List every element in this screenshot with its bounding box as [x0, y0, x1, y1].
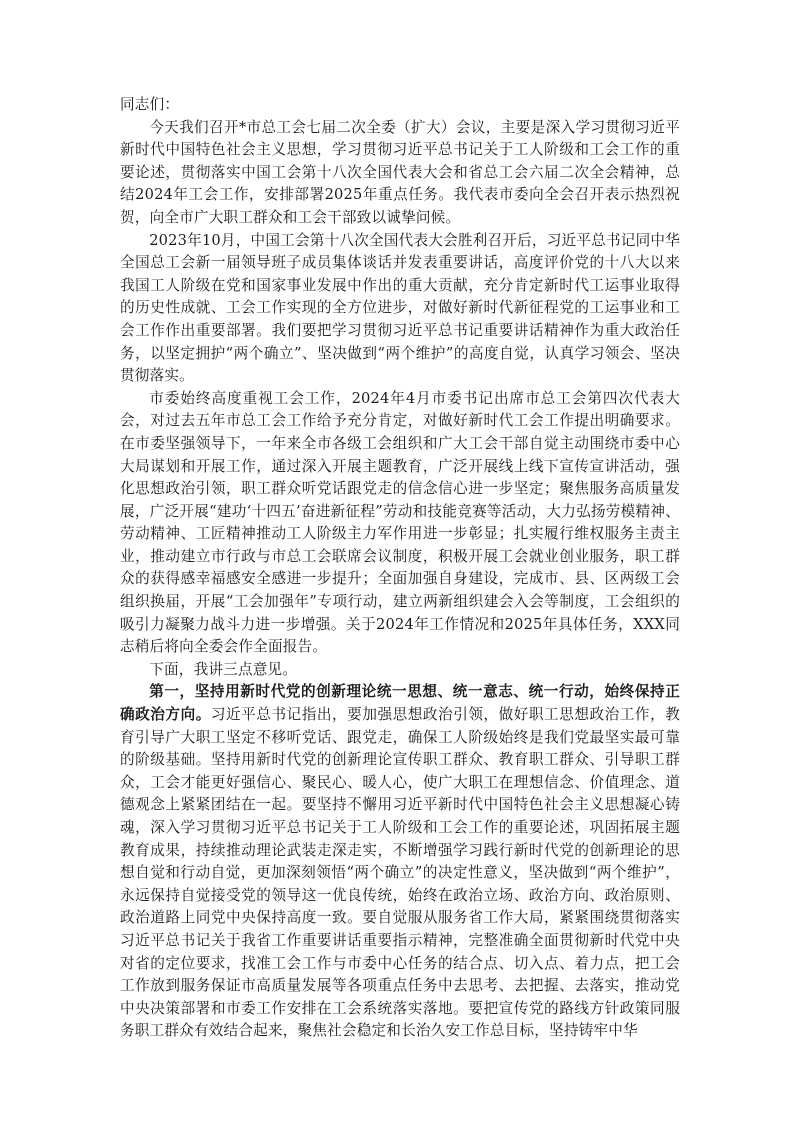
salutation: 同志们：	[120, 96, 180, 113]
document-body	[120, 94, 680, 1043]
section-one-heading: 第一，坚持用新时代党的创新理论统一思想、统一意志、统一行动，始终保持正确政治方向。	[120, 683, 680, 724]
section-one-body: 习近平总书记指出，要加强思想政治引领，做好职工思想政治工作，教育引导广大职工坚定不移听党话、跟党走，确保工人阶级始终是我们党最坚实最可靠的阶级基础。坚持用新时代党的创新理论宣传职工群众、教育职工群众、引导职工群众，工会才能更好强信心、聚民心、暖人心，使广大职工在理想信念、价值理念、道德观念上紧紧团结在一起。要坚持不懈用习近平新时代中国特色社会主义思想凝心铸魂，深入学习贯彻习近平总书记关于工人阶级和工会工作的重要论述，巩固拓展主题教育成果，持续推动理论武装走深走实，不断增强学习践行新时代党的创新理论的思想自觉和行动自觉，更加深刻领悟“两个确立”的决定性意义，坚决做到“两个维护”，永远保持自觉接受党的领导这一优良传统，始终在政治立场、政治方向、政治原则、政治道路上同党中央保持高度一致。要自觉服从服务省工作大局，紧紧围绕贯彻落实习近平总书记关于我省工作重要讲话重要指示精神，完整准确全面贯彻新时代党中央对省的定位要求，找准工会工作与市委中心任务的结合点、切入点、着力点，把工会工作放到服务保证市高质量发展等各项重点任务中去思考、去把握、去落实，推动党中央决策部署和市委工作安排在工会系统落实落地。要把宣传党的路线方针政策同服务职工群众有效结合起来，聚焦社会稳定和长治久安工作总目标，坚持铸牢中华	[120, 706, 681, 1040]
paragraph-achievements: 市委始终高度重视工会工作，2024年4月市委书记出席市总工会第四次代表大会，对过去五年市总工会工作给予充分肯定，对做好新时代工会工作提出明确要求。在市委坚强领导下，一年来全市各级工会组织和广大工会干部自觉主动围绕市委中心大局谋划和开展工作，通过深入开展主题教育，广泛开展线上线下宣传宣讲活动，强化思想政治引领，职工群众听党话跟党走的信念信心进一步坚定；聚焦服务高质量发展，广泛开展“建功‘十四五’奋进新征程”劳动和技能竞赛等活动，大力弘扬劳模精神、劳动精神、工匠精神推动工人阶级主力军作用进一步彰显；扎实履行维权服务主责主业，推动建立市行政与市总工会联席会议制度，积极开展工会就业创业服务，职工群众的获得感幸福感安全感进一步提升；全面加强自身建设，完成市、县、区两级工会组织换届，开展“工会加强年”专项行动，建立两新组织建会入会等制度，工会组织的吸引力凝聚力战斗力进一步增强。关于2024年工作情况和2025年具体任务，XXX同志稍后将向全委会作全面报告。	[120, 389, 680, 656]
paragraph-opening: 今天我们召开*市总工会七届二次全委（扩大）会议，主要是深入学习贯彻习近平新时代中国特色社会主义思想，学习贯彻习近平总书记关于工人阶级和工会工作的重要论述，贯彻落实中国工会第十八次全国代表大会和省总工会六届二次全会精神，总结2024年工会工作，安排部署2025年重点任务。我代表市委向全会召开表示热烈祝贺，向全市广大职工群众和工会干部致以诚挚问候。	[120, 118, 680, 226]
section-one-paragraph	[120, 681, 680, 1043]
paragraph-transition: 下面，我讲三点意见。	[149, 660, 298, 678]
paragraph-congress: 2023年10月，中国工会第十八次全国代表大会胜利召开后，习近平总书记同中华全国总工会新一届领导班子成员集体谈话并发表重要讲话，高度评价党的十八大以来我国工人阶级在党和国家事业发展中作出的重大贡献，充分肯定新时代工运事业取得的历史性成就、工会工作实现的全方位进步，对做好新时代新征程党的工运事业和工会工作作出重要部署。我们要把学习贯彻习近平总书记重要讲话精神作为重大政治任务，以坚定拥护“两个确立”、坚决做到“两个维护”的高度自觉，认真学习领会、坚决贯彻落实。	[120, 231, 680, 385]
